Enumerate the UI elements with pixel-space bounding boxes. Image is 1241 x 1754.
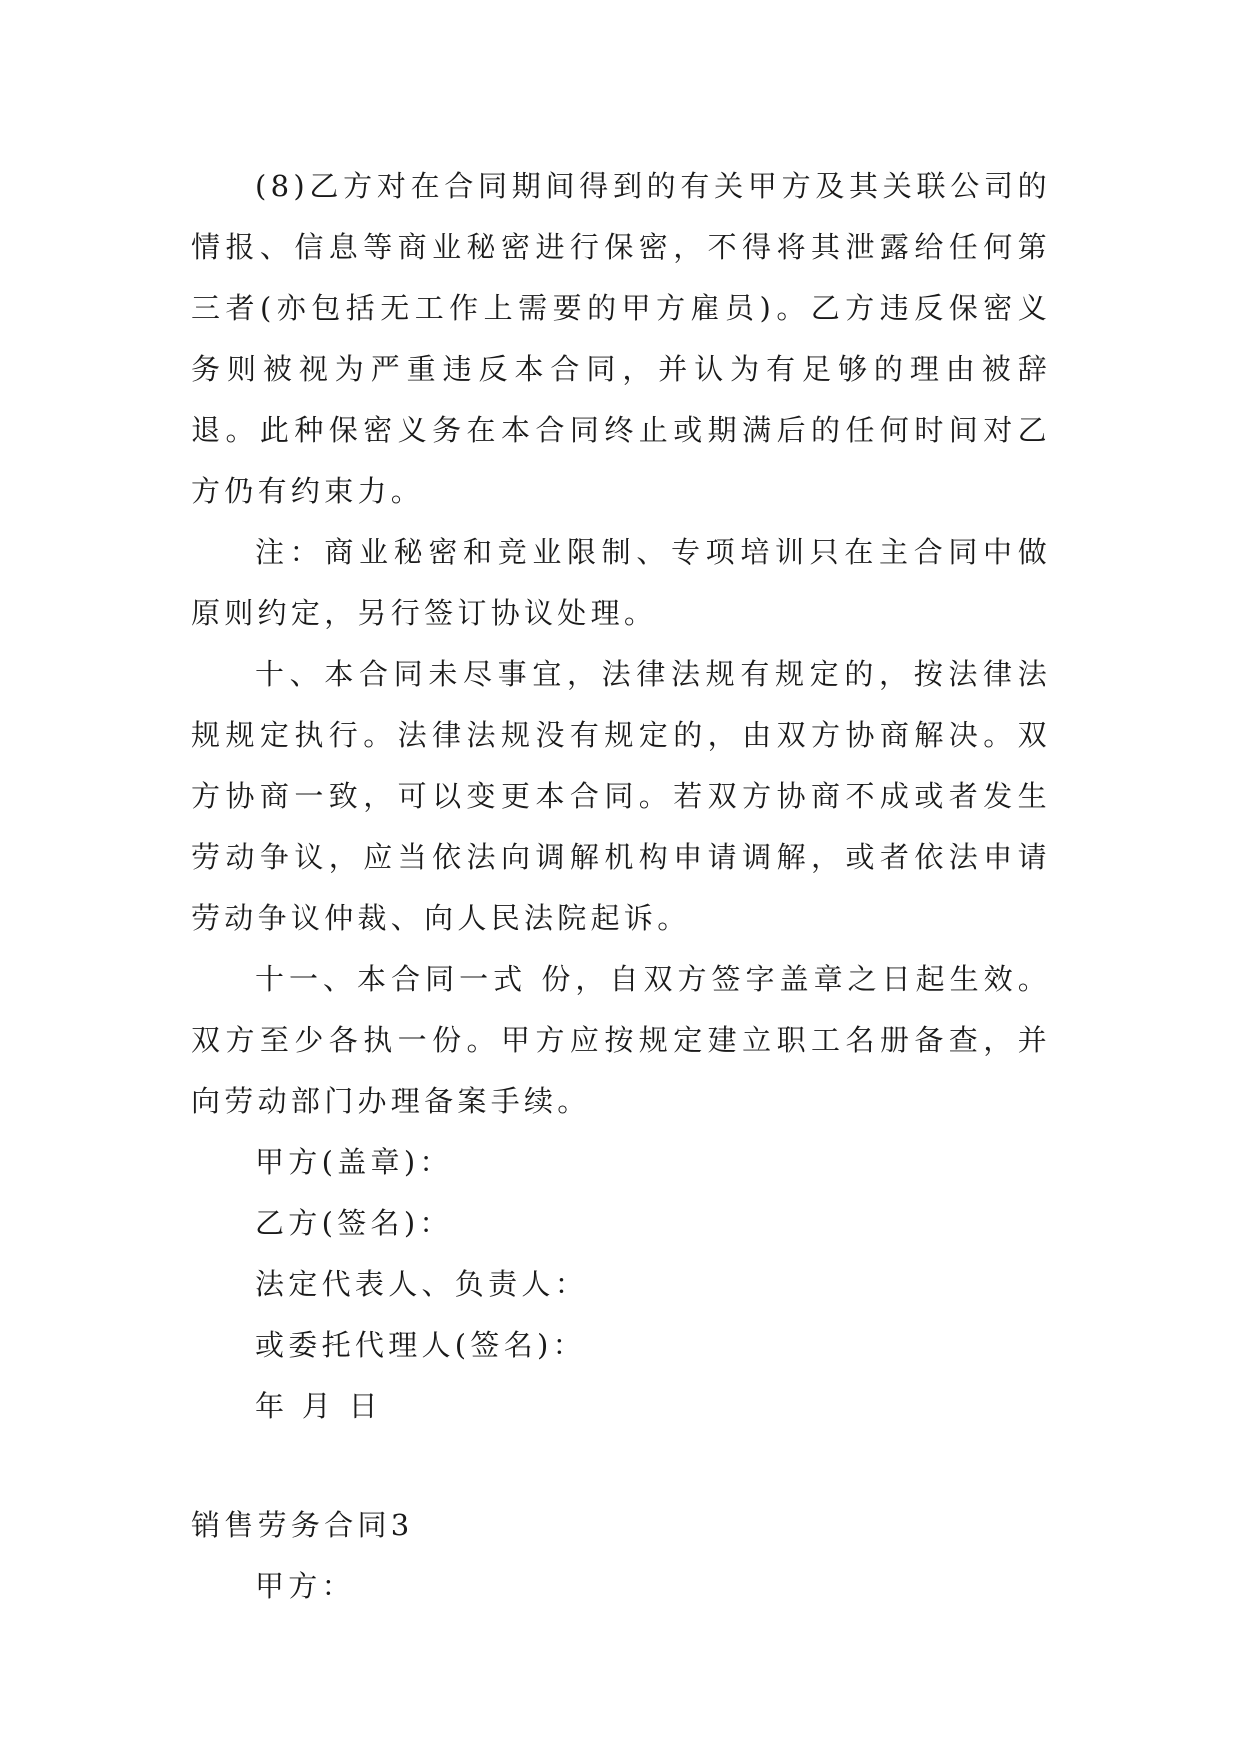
signature-agent: 或委托代理人(签名)： — [255, 1328, 586, 1362]
signature-party-b: 乙方(签名)： — [255, 1206, 453, 1240]
paragraph-confidentiality: (8)乙方对在合同期间得到的有关甲方及其关联公司的情报、信息等商业秘密进行保密，不得将其泄露给任何第三者(亦包括无工作上需要的甲方雇员)。乙方违反保密义务则被视为严重违反本合同，并认为有足够的理由被辞退。此种保密义务在本合同终止或期满后的任何时间对乙方仍有约束力。 — [191, 169, 1051, 508]
paragraph-note: 注：商业秘密和竞业限制、专项培训只在主合同中做原则约定，另行签订协议处理。 — [191, 535, 1051, 630]
paragraph-article-11: 十一、本合同一式 份，自双方签字盖章之日起生效。双方至少各执一份。甲方应按规定建立职工名册备查，并向劳动部门办理备案手续。 — [191, 962, 1051, 1118]
document-page — [191, 156, 1051, 1617]
section-first-line: 甲方： — [255, 1569, 355, 1603]
section-title: 销售劳务合同3 — [191, 1508, 414, 1542]
section-gap — [191, 1437, 1051, 1495]
signature-date: 年 月 日 — [255, 1389, 382, 1423]
paragraph-article-10: 十、本合同未尽事宜，法律法规有规定的，按法律法规规定执行。法律法规没有规定的，由双方协商解决。双方协商一致，可以变更本合同。若双方协商不成或者发生劳动争议，应当依法向调解机构申请调解，或者依法申请劳动争议仲裁、向人民法院起诉。 — [191, 657, 1051, 935]
signature-party-a: 甲方(盖章)： — [255, 1145, 453, 1179]
signature-legal-representative: 法定代表人、负责人： — [255, 1267, 589, 1301]
signature-block — [191, 1132, 1051, 1437]
